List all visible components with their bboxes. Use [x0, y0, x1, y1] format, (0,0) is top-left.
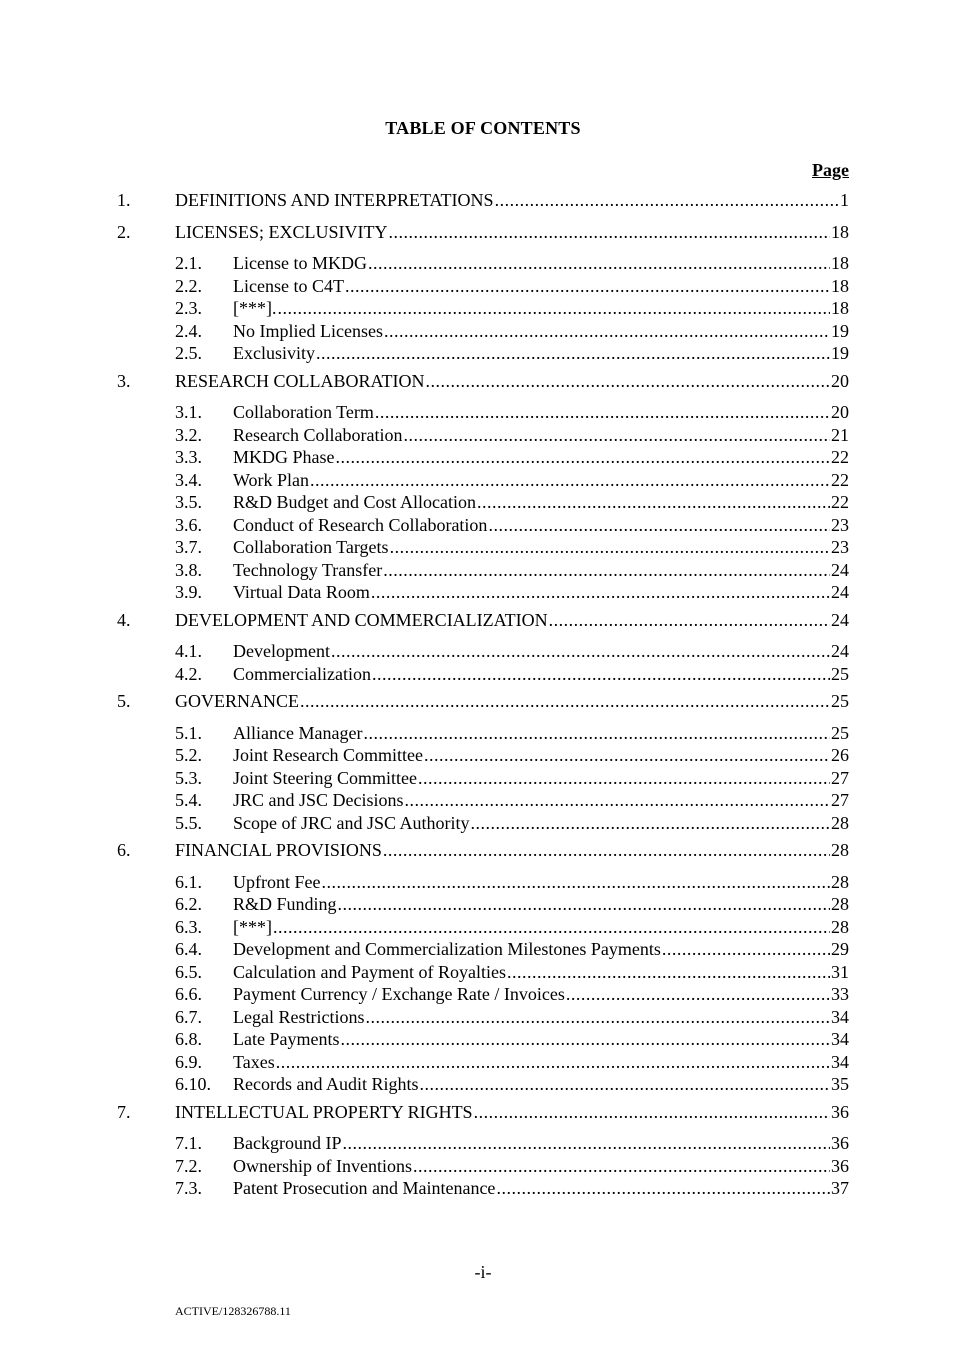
toc-subentry[interactable]	[117, 663, 849, 686]
entry-page-number: 28	[831, 840, 849, 860]
entry-page-number: 25	[831, 722, 849, 743]
toc-entry[interactable]	[117, 1101, 849, 1124]
toc-subentry[interactable]	[117, 744, 849, 767]
entry-page-number: 29	[831, 939, 849, 959]
toc-section	[117, 609, 849, 686]
dot-leader	[372, 663, 830, 686]
entry-title: R&D Budget and Cost Allocation	[233, 492, 476, 512]
entry-page-number: 20	[831, 370, 849, 391]
page-column-header: Page	[812, 160, 849, 180]
toc-subentry[interactable]	[117, 252, 849, 275]
toc-subentry[interactable]	[117, 1177, 849, 1200]
dot-leader	[403, 424, 830, 447]
entry-page-number: 21	[831, 424, 849, 445]
toc-subentry[interactable]	[117, 1006, 849, 1029]
entry-number: 3.4.	[175, 469, 202, 490]
entry-page-number: 26	[831, 745, 849, 765]
dot-leader	[418, 767, 830, 790]
table-of-contents	[117, 189, 849, 1205]
dot-leader	[316, 342, 830, 365]
entry-number: 3.	[117, 370, 131, 391]
toc-entry[interactable]	[117, 370, 849, 393]
entry-title: Calculation and Payment of Royalties	[233, 961, 506, 982]
entry-page-number: 22	[831, 469, 849, 490]
entry-number: 7.1.	[175, 1133, 202, 1153]
entry-page-number: 24	[831, 609, 849, 630]
entry-title: JRC and JSC Decisions	[233, 790, 404, 810]
dot-leader	[310, 469, 830, 492]
dot-leader	[424, 744, 830, 767]
dot-leader	[566, 983, 830, 1006]
entry-page-number: 28	[831, 812, 849, 833]
entry-page-number: 28	[831, 894, 849, 914]
entry-page-number: 1	[840, 190, 849, 210]
entry-number: 6.2.	[175, 894, 202, 914]
dot-leader	[383, 839, 830, 862]
entry-title: Research Collaboration	[233, 424, 403, 445]
entry-page-number: 36	[831, 1101, 849, 1122]
entry-page-number: 24	[831, 559, 849, 580]
entry-number: 2.2.	[175, 275, 202, 296]
entry-page-number: 18	[831, 253, 849, 273]
document-id: ACTIVE/128326788.11	[175, 1304, 291, 1318]
dot-leader	[507, 961, 830, 984]
dot-leader	[495, 189, 839, 212]
dot-leader	[276, 1051, 830, 1074]
entry-title: Alliance Manager	[233, 722, 363, 743]
dot-leader	[420, 1073, 831, 1096]
entry-number: 4.2.	[175, 663, 202, 684]
toc-subentry[interactable]	[117, 812, 849, 835]
dot-leader	[342, 1132, 830, 1155]
entry-title: Joint Research Committee	[233, 745, 423, 765]
entry-title: Development and Commercialization Milestones Payments	[233, 939, 661, 959]
dot-leader	[390, 536, 830, 559]
dot-leader	[662, 938, 830, 961]
dot-leader	[340, 1028, 830, 1051]
entry-page-number: 28	[831, 916, 849, 937]
dot-leader	[278, 297, 831, 320]
entry-number: 3.1.	[175, 402, 202, 422]
dot-leader	[549, 609, 830, 632]
toc-entry[interactable]	[117, 609, 849, 632]
toc-section	[117, 189, 849, 212]
entry-number: 6.1.	[175, 871, 202, 892]
entry-title: Work Plan	[233, 469, 310, 490]
entry-page-number: 18	[831, 221, 849, 242]
entry-number: 6.7.	[175, 1006, 202, 1027]
toc-section	[117, 370, 849, 604]
dot-leader	[365, 1006, 830, 1029]
toc-section	[117, 221, 849, 365]
entry-number: 5.2.	[175, 745, 202, 765]
toc-subentry[interactable]	[117, 1028, 849, 1051]
entry-page-number: 34	[831, 1006, 849, 1027]
toc-section	[117, 690, 849, 834]
dot-leader	[300, 690, 830, 713]
dot-leader	[321, 871, 830, 894]
entry-title: Technology Transfer	[233, 559, 383, 580]
entry-page-number: 18	[831, 275, 849, 296]
toc-entry[interactable]	[117, 690, 849, 713]
entry-page-number: 22	[831, 492, 849, 512]
entry-title: Scope of JRC and JSC Authority	[233, 812, 470, 833]
toc-entry[interactable]	[117, 189, 849, 212]
toc-subentry[interactable]	[117, 342, 849, 365]
entry-page-number: 27	[831, 790, 849, 810]
toc-subentry[interactable]	[117, 469, 849, 492]
entry-title: LICENSES; EXCLUSIVITY	[175, 221, 388, 242]
entry-page-number: 24	[831, 641, 849, 661]
entry-title: Development	[233, 641, 330, 661]
entry-page-number: 25	[831, 663, 849, 684]
toc-subentry[interactable]	[117, 320, 849, 343]
entry-title: Patent Prosecution and Maintenance	[233, 1178, 496, 1198]
dot-leader	[413, 1155, 830, 1178]
toc-subentry[interactable]	[117, 581, 849, 604]
entry-number: 2.5.	[175, 343, 202, 363]
entry-number: 6.8.	[175, 1029, 202, 1049]
toc-subentry[interactable]	[117, 767, 849, 790]
dot-leader	[426, 370, 830, 393]
toc-section	[117, 1101, 849, 1200]
entry-title: MKDG Phase	[233, 447, 335, 467]
dot-leader	[345, 275, 830, 298]
entry-number: 6.6.	[175, 984, 202, 1004]
entry-number: 5.3.	[175, 767, 202, 788]
entry-number: 6.9.	[175, 1051, 202, 1072]
entry-page-number: 24	[831, 582, 849, 602]
toc-entry[interactable]	[117, 221, 849, 244]
toc-subentry[interactable]	[117, 961, 849, 984]
entry-title: Joint Steering Committee	[233, 767, 417, 788]
entry-title: Conduct of Research Collaboration	[233, 514, 488, 535]
entry-number: 5.4.	[175, 790, 202, 810]
dot-leader	[496, 1177, 830, 1200]
page-number: -i-	[474, 1262, 492, 1282]
entry-number: 3.8.	[175, 559, 202, 580]
toc-subentry[interactable]	[117, 1051, 849, 1074]
toc-subentry[interactable]	[117, 1073, 849, 1096]
entry-page-number: 18	[831, 298, 849, 318]
toc-subentry[interactable]	[117, 722, 849, 745]
entry-title: DEFINITIONS AND INTERPRETATIONS	[175, 190, 494, 210]
dot-leader	[368, 252, 830, 275]
dot-leader	[363, 722, 830, 745]
entry-title: No Implied Licenses	[233, 320, 383, 341]
entry-number: 3.6.	[175, 514, 202, 535]
entry-page-number: 37	[831, 1178, 849, 1198]
toc-section	[117, 839, 849, 1096]
toc-subentry[interactable]	[117, 536, 849, 559]
entry-title: Upfront Fee	[233, 871, 321, 892]
entry-title: [***]	[233, 916, 272, 937]
entry-title: License to MKDG	[233, 253, 367, 273]
entry-number: 4.1.	[175, 641, 202, 661]
entry-title: FINANCIAL PROVISIONS	[175, 840, 382, 860]
entry-number: 3.3.	[175, 447, 202, 467]
entry-number: 6.4.	[175, 939, 202, 959]
dot-leader	[336, 446, 831, 469]
entry-number: 3.2.	[175, 424, 202, 445]
toc-subentry[interactable]	[117, 893, 849, 916]
entry-title: Collaboration Targets	[233, 537, 389, 557]
entry-number: 4.	[117, 609, 131, 630]
entry-page-number: 36	[831, 1133, 849, 1153]
dot-leader	[477, 491, 830, 514]
toc-subentry[interactable]	[117, 789, 849, 812]
toc-subentry[interactable]	[117, 424, 849, 447]
entry-title: Late Payments	[233, 1029, 340, 1049]
entry-title: INTELLECTUAL PROPERTY RIGHTS	[175, 1101, 473, 1122]
entry-number: 7.2.	[175, 1155, 202, 1176]
toc-subentry[interactable]	[117, 938, 849, 961]
entry-page-number: 33	[831, 984, 849, 1004]
entry-title: RESEARCH COLLABORATION	[175, 370, 425, 391]
entry-title: Exclusivity	[233, 343, 315, 363]
entry-page-number: 23	[831, 514, 849, 535]
entry-title: [***].	[233, 298, 277, 318]
entry-title: DEVELOPMENT AND COMMERCIALIZATION	[175, 609, 548, 630]
dot-leader	[405, 789, 830, 812]
entry-title: Commercialization	[233, 663, 371, 684]
entry-number: 5.	[117, 691, 131, 711]
entry-number: 2.4.	[175, 320, 202, 341]
dot-leader	[383, 559, 830, 582]
toc-subentry[interactable]	[117, 514, 849, 537]
entry-page-number: 25	[831, 691, 849, 711]
entry-number: 1.	[117, 190, 131, 210]
entry-title: License to C4T	[233, 275, 344, 296]
dot-leader	[338, 893, 830, 916]
entry-number: 3.7.	[175, 537, 202, 557]
entry-number: 6.10.	[175, 1074, 211, 1094]
entry-number: 5.1.	[175, 722, 202, 743]
dot-leader	[273, 916, 830, 939]
entry-title: Taxes	[233, 1051, 275, 1072]
entry-page-number: 34	[831, 1051, 849, 1072]
toc-subentry[interactable]	[117, 275, 849, 298]
toc-subentry[interactable]	[117, 446, 849, 469]
toc-subentry[interactable]	[117, 1155, 849, 1178]
toc-subentry[interactable]	[117, 559, 849, 582]
entry-page-number: 19	[831, 343, 849, 363]
dot-leader	[474, 1101, 830, 1124]
entry-page-number: 20	[831, 402, 849, 422]
toc-subentry[interactable]	[117, 640, 849, 663]
entry-number: 3.5.	[175, 492, 202, 512]
entry-page-number: 28	[831, 871, 849, 892]
dot-leader	[331, 640, 830, 663]
entry-page-number: 34	[831, 1029, 849, 1049]
entry-page-number: 19	[831, 320, 849, 341]
dot-leader	[375, 401, 830, 424]
entry-title: Payment Currency / Exchange Rate / Invoices	[233, 984, 565, 1004]
dot-leader	[371, 581, 830, 604]
entry-page-number: 36	[831, 1155, 849, 1176]
entry-page-number: 35	[831, 1074, 849, 1094]
entry-title: Ownership of Inventions	[233, 1155, 412, 1176]
page-title: TABLE OF CONTENTS	[385, 118, 581, 138]
entry-number: 2.3.	[175, 298, 202, 318]
toc-subentry[interactable]	[117, 1132, 849, 1155]
entry-title: R&D Funding	[233, 894, 337, 914]
entry-title: Records and Audit Rights	[233, 1074, 419, 1094]
entry-number: 3.9.	[175, 582, 202, 602]
entry-title: GOVERNANCE	[175, 691, 299, 711]
entry-page-number: 23	[831, 537, 849, 557]
toc-subentry[interactable]	[117, 297, 849, 320]
toc-subentry[interactable]	[117, 401, 849, 424]
entry-number: 5.5.	[175, 812, 202, 833]
entry-number: 6.5.	[175, 961, 202, 982]
entry-page-number: 31	[831, 961, 849, 982]
toc-entry[interactable]	[117, 839, 849, 862]
toc-subentry[interactable]	[117, 916, 849, 939]
dot-leader	[488, 514, 830, 537]
dot-leader	[384, 320, 830, 343]
toc-subentry[interactable]	[117, 871, 849, 894]
dot-leader	[389, 221, 831, 244]
dot-leader	[471, 812, 830, 835]
entry-title: Legal Restrictions	[233, 1006, 365, 1027]
entry-page-number: 22	[831, 447, 849, 467]
entry-number: 6.3.	[175, 916, 202, 937]
entry-number: 2.	[117, 221, 131, 242]
entry-title: Background IP	[233, 1133, 342, 1153]
entry-page-number: 27	[831, 767, 849, 788]
toc-subentry[interactable]	[117, 491, 849, 514]
entry-number: 7.3.	[175, 1178, 202, 1198]
entry-title: Collaboration Term	[233, 402, 374, 422]
entry-number: 7.	[117, 1101, 131, 1122]
entry-title: Virtual Data Room	[233, 582, 370, 602]
toc-subentry[interactable]	[117, 983, 849, 1006]
entry-number: 6.	[117, 840, 131, 860]
entry-number: 2.1.	[175, 253, 202, 273]
